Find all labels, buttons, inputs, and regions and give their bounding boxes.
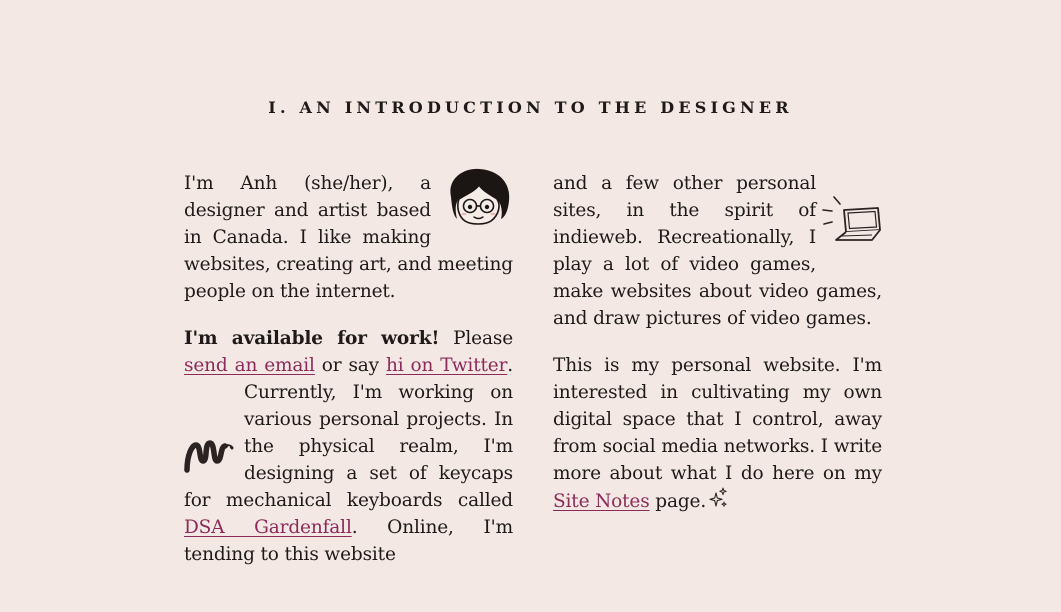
avatar-portrait-icon (443, 167, 513, 225)
please-text: Please (439, 328, 513, 349)
after-twitter-text: . Currently, I'm working on various personal projects. In the physical realm, I'm designing a set of keycaps for mechanical keyboards called (184, 355, 513, 511)
intro-text: I'm Anh (she/her), a designer and artist based in Canada. I like making websites, creating art, and meeting people on the internet. (184, 173, 513, 302)
snake-icon (184, 437, 234, 473)
snake-icon-wrapper (184, 437, 234, 481)
intro-column-left (184, 170, 513, 588)
intro-paragraph (184, 170, 513, 305)
laptop-icon (822, 196, 882, 244)
available-for-work-text: I'm available for work! (184, 328, 440, 349)
gardenfall-link[interactable]: DSA Gardenfall (184, 517, 352, 538)
after-site-notes-text: page. (649, 491, 707, 512)
personal-site-paragraph (553, 352, 882, 517)
section-heading: I. AN INTRODUCTION TO THE DESIGNER (268, 98, 793, 117)
twitter-link[interactable]: hi on Twitter (385, 355, 508, 376)
sparkle-icon-wrapper (709, 487, 729, 517)
or-say-text: or say (314, 355, 386, 376)
intro-column-right (553, 170, 882, 537)
avatar (443, 167, 513, 233)
sparkle-icon (709, 487, 729, 509)
personal-site-text: This is my personal website. I'm interested in cultivating my own digital space that I control, away from social media networks. I write more about what I do here on my (553, 355, 882, 484)
hobbies-text: and a few other personal sites, in the spirit of indieweb. Recreationally, I play a lot of video games, make websites about video games, and draw pictures of video games. (553, 173, 882, 329)
laptop-icon-wrapper (822, 196, 882, 252)
after-gardenfall-text: . Online, I'm tending to this website (184, 517, 513, 565)
email-link[interactable]: send an email (184, 355, 315, 376)
hobbies-paragraph (553, 170, 882, 332)
site-notes-link[interactable]: Site Notes (553, 491, 650, 512)
work-paragraph (184, 325, 513, 568)
